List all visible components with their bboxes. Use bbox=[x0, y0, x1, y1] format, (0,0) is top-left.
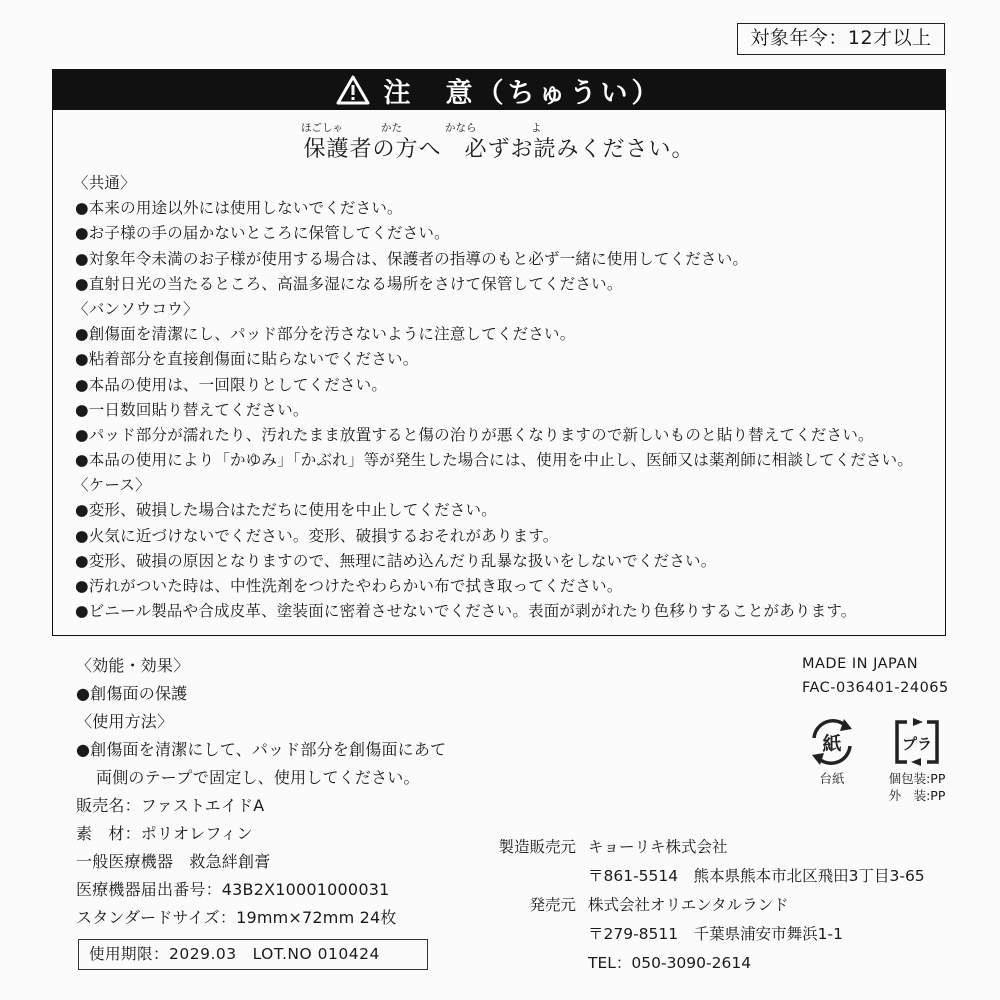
material: 素 材：ポリオレフィン bbox=[76, 824, 253, 843]
seller-address: 〒279-8511 千葉県浦安市舞浜1-1 bbox=[588, 925, 843, 943]
caution-item: ●本品の使用により「かゆみ」「かぶれ」等が発生した場合には、使用を中止し、医師又は薬剤師に相談してください。 bbox=[75, 451, 914, 470]
usage-text-2: 両側のテープで固定し、使用してください。 bbox=[96, 768, 420, 787]
caution-item: ●パッド部分が濡れたり、汚れたまま放置すると傷の治りが悪くなりますので新しいものと貼り替えてください。 bbox=[75, 425, 874, 444]
usage-text-1: ●創傷面を清潔にして、パッド部分を創傷面にあて bbox=[76, 740, 447, 759]
caution-item: ●直射日光の当たるところ、高温多湿になる場所をさけて保管してください。 bbox=[75, 274, 623, 293]
product-info bbox=[76, 652, 446, 932]
paper-caption: 台紙 bbox=[819, 771, 845, 786]
paper-mark-text: 紙 bbox=[822, 733, 842, 755]
plastic-mark-text: プラ bbox=[901, 735, 933, 753]
caution-item: ●汚れがついた時は、中性洗剤をつけたやわらかい布で拭き取ってください。 bbox=[75, 577, 623, 595]
furigana: かた bbox=[381, 122, 402, 134]
caution-title: 注 意（ちゅうい） bbox=[383, 77, 663, 109]
caution-header bbox=[53, 70, 945, 110]
section-heading-case: 〈ケース〉 bbox=[73, 476, 151, 495]
seller-name: 株式会社オリエンタルランド bbox=[588, 896, 789, 914]
made-in-label: MADE IN JAPAN bbox=[802, 656, 919, 672]
plastic-recycle-mark bbox=[880, 714, 954, 804]
expiry-lot-box: 使用期限：2029.03 LOT.NO 010424 bbox=[78, 939, 428, 970]
section-heading-bandage: 〈バンソウコウ〉 bbox=[73, 299, 199, 318]
size-spec: スタンダードサイズ：19mm×72mm 24枚 bbox=[76, 908, 397, 927]
maker-address: 〒861-5514 熊本県熊本市北区飛田3丁目3-65 bbox=[588, 867, 925, 885]
maker-name: キョーリキ株式会社 bbox=[588, 838, 728, 856]
guardian-note: 保護者の方へ 必ずお読みください。 bbox=[303, 137, 695, 162]
caution-box bbox=[52, 69, 946, 636]
warning-triangle-icon bbox=[336, 75, 370, 105]
caution-item: ●対象年令未満のお子様が使用する場合は、保護者の指導のもと必ず一緒に使用してください。 bbox=[75, 249, 749, 268]
caution-list bbox=[73, 171, 935, 624]
caution-item: ●本来の用途以外には使用しないでください。 bbox=[75, 199, 403, 218]
caution-item: ●火気に近づけないでください。変形、破損するおそれがあります。 bbox=[75, 526, 559, 545]
furigana: ほごしゃ bbox=[301, 122, 343, 134]
company-info bbox=[470, 833, 925, 978]
product-code: FAC-036401-24065 bbox=[802, 680, 949, 696]
caution-item: ●お子様の手の届かないところに保管してください。 bbox=[75, 224, 450, 243]
plastic-recycle-icon bbox=[880, 714, 954, 770]
caution-item: ●変形、破損した場合はただちに使用を中止してください。 bbox=[75, 501, 497, 520]
paper-recycle-mark bbox=[800, 714, 864, 787]
caution-item: ●創傷面を清潔にし、パッド部分を汚さないように注意してください。 bbox=[75, 325, 576, 344]
furigana: かなら bbox=[445, 122, 477, 134]
guardian-notice bbox=[53, 114, 945, 163]
seller-label: 発売元 bbox=[529, 896, 576, 914]
caution-item: ●変形、破損の原因となりますので、無理に詰め込んだり乱暴な扱いをしないでください。 bbox=[75, 551, 717, 570]
caution-item: ●本品の使用は、一回限りとしてください。 bbox=[75, 375, 388, 394]
caution-item: ●ビニール製品や合成皮革、塗装面に密着させないでください。表面が剥がれたり色移りすることがあります。 bbox=[75, 602, 857, 621]
plastic-caption-2: 外 装:PP bbox=[888, 788, 946, 803]
maker-label: 製造販売元 bbox=[498, 838, 576, 856]
age-label: 対象年令：12才以上 bbox=[737, 23, 945, 55]
effect-heading: 〈効能・効果〉 bbox=[76, 656, 190, 675]
section-heading-common: 〈共通〉 bbox=[73, 174, 136, 192]
caution-item: ●粘着部分を直接創傷面に貼らないでください。 bbox=[75, 350, 419, 369]
device-category: 一般医療機器 救急絆創膏 bbox=[76, 852, 271, 871]
origin-info bbox=[802, 652, 949, 700]
furigana-line bbox=[289, 114, 709, 134]
furigana: よ bbox=[531, 122, 542, 134]
plastic-caption-1: 個包装:PP bbox=[888, 771, 946, 786]
effect-text: ●創傷面の保護 bbox=[76, 684, 188, 703]
seller-phone: TEL：050-3090-2614 bbox=[588, 954, 752, 972]
caution-item: ●一日数回貼り替えてください。 bbox=[75, 400, 309, 419]
registration-number: 医療機器届出番号：43B2X10001000031 bbox=[76, 880, 390, 899]
usage-heading: 〈使用方法〉 bbox=[76, 712, 174, 731]
paper-recycle-icon bbox=[800, 714, 864, 770]
sales-name: 販売名：ファストエイドA bbox=[76, 796, 265, 815]
